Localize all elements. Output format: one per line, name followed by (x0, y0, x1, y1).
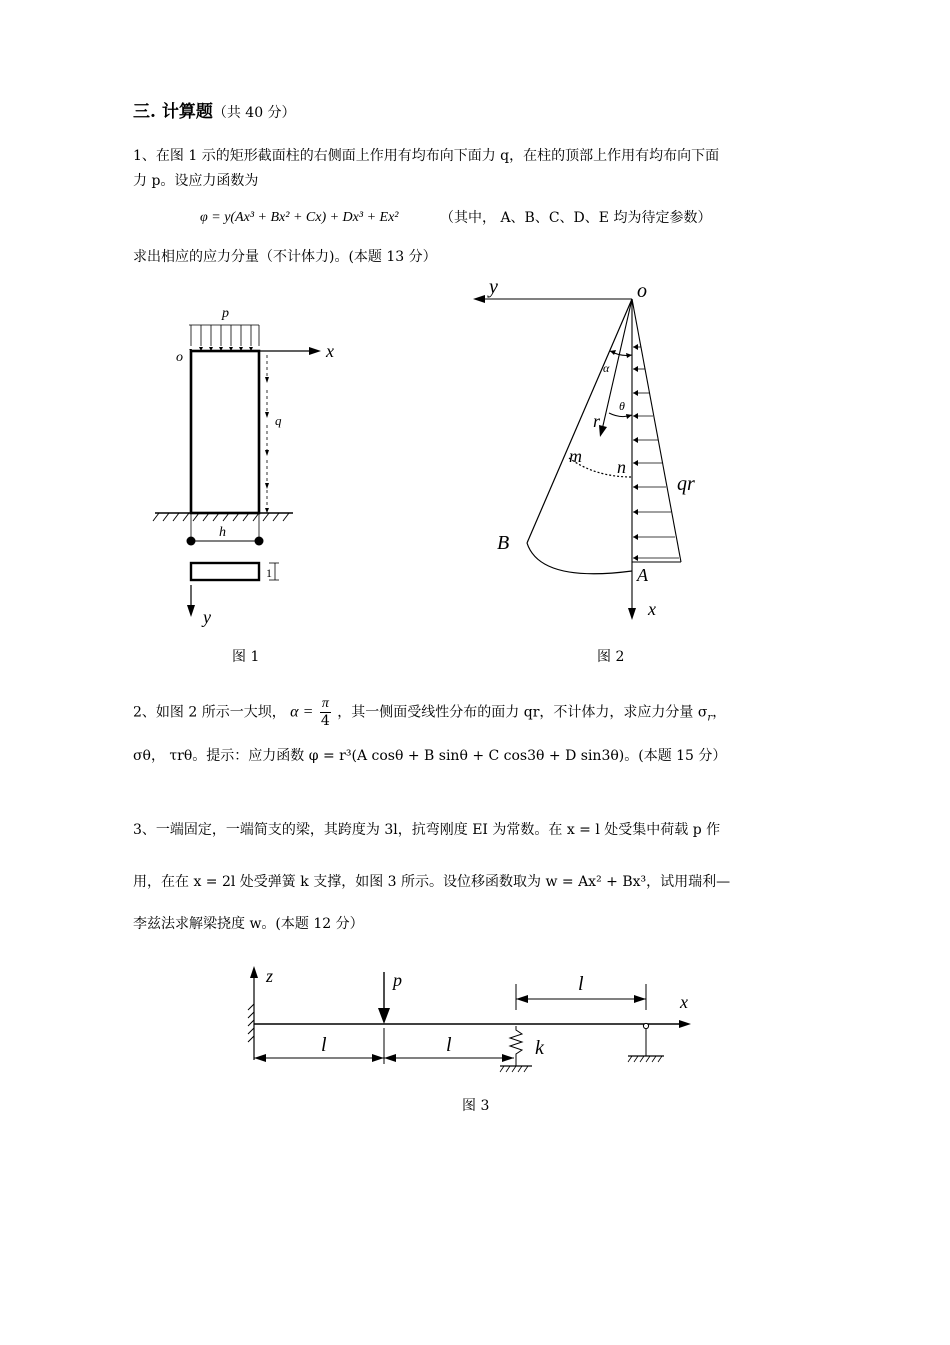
spring (510, 1026, 522, 1066)
section-points: （共 40 分） (212, 105, 296, 121)
figure-3 (238, 960, 708, 1085)
fig3-label-k: k (535, 1037, 544, 1059)
fig1-caption: 图 1 (232, 649, 260, 665)
fig2-label-o: o (637, 280, 647, 302)
section-heading (133, 97, 296, 122)
q2-alpha-lhs: α = (290, 703, 314, 721)
q2-line1 (133, 696, 726, 729)
figure-2 (465, 275, 725, 625)
dam-left-edge (527, 299, 632, 543)
q3-line2: 用，在在 x = 2l 处受弹簧 k 支撑，如图 3 所示。设位移函数取为 w = Ax² + Bx³，试用瑞利— (133, 874, 731, 890)
fig3-label-z: z (266, 966, 274, 986)
fig1-label-h: h (219, 525, 226, 540)
fig1-label-y: y (203, 607, 211, 627)
fig1-label-o: o (176, 350, 183, 365)
q2-line1-c: ， (712, 704, 727, 721)
fig1-label-1: 1 (266, 566, 272, 580)
q1-line2: 力 p。设应力函数为 (133, 173, 259, 189)
q1-formula: φ = y(Ax³ + Bx² + Cx) + Dx³ + Ex² (200, 210, 399, 225)
column-rect (191, 351, 259, 513)
q2-line1-b: ，其一侧面受线性分布的面力 qr，不计体力，求应力分量 σ (337, 704, 708, 721)
fig2-label-n: n (617, 457, 626, 477)
fig1-label-p: p (222, 306, 229, 321)
load-triangle-edge (632, 299, 681, 562)
fig3-label-x: x (680, 992, 688, 1012)
q2-alpha-fraction (320, 696, 331, 729)
fig3-label-l2: l (446, 1034, 452, 1056)
fig3-label-l-top: l (578, 973, 584, 995)
fig2-label-r: r (593, 411, 601, 431)
q2-alpha-num: π (321, 696, 329, 711)
spring-ground-hatch (500, 1066, 528, 1072)
q3-line3: 李兹法求解梁挠度 w。(本题 12 分） (133, 916, 364, 932)
q2-alpha-den: 4 (320, 713, 330, 729)
support-ground-hatch (628, 1056, 662, 1062)
q2-line1-sub: r (707, 712, 713, 724)
fig3-label-p: p (393, 970, 402, 990)
fig2-label-qr: qr (677, 473, 695, 495)
fig2-label-B: B (497, 532, 510, 554)
section-title: 三. 计算题 (133, 102, 213, 122)
q3-line1: 3、一端固定，一端简支的梁，其跨度为 3l，抗弯刚度 EI 为常数。在 x = l 处受集中荷载 p 作 (133, 822, 721, 838)
fig2-label-m: m (569, 446, 582, 466)
cross-section-rect (191, 563, 259, 580)
top-load-arrows (189, 325, 259, 346)
fig2-label-y: y (489, 276, 498, 298)
pin-support (643, 1023, 648, 1028)
fig2-label-x: x (648, 599, 656, 619)
q1-line3: 求出相应的应力分量（不计体力)。(本题 13 分） (133, 249, 437, 265)
q2-line2: σθ， τrθ。提示：应力函数 φ = r³(A cosθ + B sinθ + C cos3θ + D sin3θ)。(本题 15 分） (133, 748, 727, 764)
figure-1 (145, 295, 355, 635)
q1-formula-note: （其中， A、B、C、D、E 均为待定参数） (440, 210, 712, 226)
q1-line1: 1、在图 1 示的矩形截面柱的右侧面上作用有均布向下面力 q，在柱的顶部上作用有均布向下面 (133, 148, 720, 164)
fixed-wall-hatch (248, 1004, 254, 1042)
fig2-label-A: A (637, 565, 648, 585)
load-arrows (633, 347, 679, 558)
fig2-caption: 图 2 (597, 649, 625, 665)
fig2-label-theta: θ (619, 399, 625, 413)
fig3-caption: 图 3 (462, 1098, 490, 1114)
q2-line1-a: 2、如图 2 所示一大坝， (133, 704, 286, 721)
fig3-label-l1: l (321, 1034, 327, 1056)
fig1-label-q: q (275, 413, 282, 428)
dam-base-arc (527, 543, 632, 574)
fig1-label-x: x (326, 341, 334, 361)
fig2-label-alpha: α (603, 361, 610, 375)
